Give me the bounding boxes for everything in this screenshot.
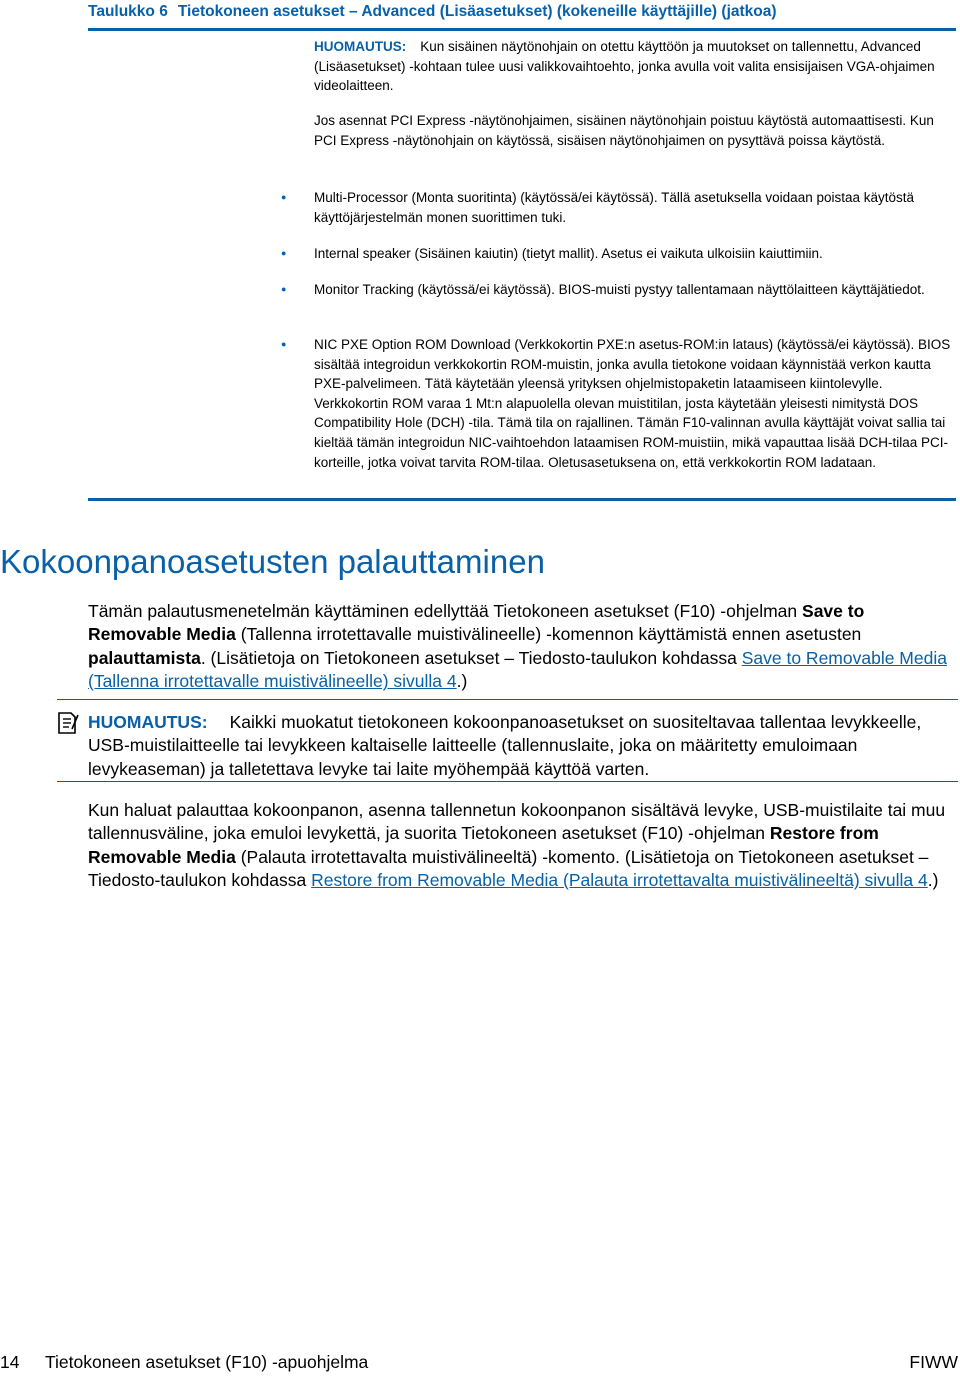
table-footer-rule — [88, 498, 956, 501]
note-text: Kaikki muokatut tietokoneen kokoonpanoasetukset on suositeltavaa tallentaa levykkeelle, USB-muistilaitteelle tai levykkeen kaltaiselle laitteelle (tallennuslaite, joka on määritetty emuloimaan levykeaseman) ja talletettava levyke tai laite myöhempää käyttöä varten. — [88, 712, 922, 779]
text-run: Tämän palautusmenetelmän käyttäminen edellyttää Tietokoneen asetukset (F10) -ohjelman — [88, 601, 803, 621]
bullet-marker: ● — [281, 284, 287, 294]
text-run: . (Lisätietoja on Tietokoneen asetukset – Tiedosto-taulukon kohdassa — [200, 647, 742, 668]
section-paragraph-1 — [88, 600, 958, 694]
command-name: Save to Removable Media — [88, 601, 865, 645]
cross-reference-link[interactable]: Restore from Removable Media (Palauta irrotettavalta muistivälineeltä) sivulla 4 — [311, 870, 928, 891]
bullet-marker: ● — [281, 339, 287, 349]
footer-doc-code: FIWW — [909, 1352, 958, 1372]
table-bullet-item: Internal speaker (Sisäinen kaiutin) (tietyt mallit). Asetus ei vaikuta ulkoisiin kaiuttimiin. — [314, 246, 823, 261]
text-run: .) — [927, 870, 939, 891]
table-bullet-item: Multi-Processor (Monta suoritinta) (käytössä/ei käytössä). Tällä asetuksella voidaan poistaa käytöstä käyttöjärjestelmän monen suorittimen tuki. — [314, 190, 915, 225]
bullet-marker: ● — [281, 192, 287, 202]
text-run: .) — [456, 671, 468, 692]
section-paragraph-2 — [88, 799, 958, 893]
table-header-rule — [88, 28, 956, 31]
table-note-text: Kun sisäinen näytönohjain on otettu käyttöön ja muutokset on tallennettu, Advanced (Lisäasetukset) -kohtaan tulee uusi valikkovaihtoehto, jonka avulla voit valita ensisijaisen VGA-ohjaimen videolaitteen. — [314, 39, 935, 94]
table-bullet-item: Monitor Tracking (käytössä/ei käytössä). BIOS-muisti pystyy tallentamaan näyttölaitteen käyttäjätiedot. — [314, 282, 925, 297]
text-run: (Palauta irrotettavalta muistivälineeltä) -komento. (Lisätietoja on Tietokoneen asetukset – Tiedosto-taulukon kohdassa — [88, 846, 929, 891]
table-note-label: HUOMAUTUS: — [314, 39, 407, 54]
footer-page-number: 14 — [0, 1352, 20, 1372]
table-caption-title: Tietokoneen asetukset – Advanced (Lisäasetukset) (kokeneille käyttäjille) (jatkoa) — [177, 3, 777, 20]
section-note — [88, 711, 958, 781]
table-paragraph: Jos asennat PCI Express -näytönohjaimen, sisäinen näytönohjain poistuu käytöstä automaattisesti. Kun PCI Express -näytönohjain on käytössä, sisäisen näytönohjaimen on pysyttävä poissa käytöstä. — [314, 113, 934, 148]
text-run: Kun haluat palauttaa kokoonpanon, asenna tallennetun kokoonpanon sisältävä levyke, USB-muistilaite tai muu tallennusväline, joka emuloi levykettä, ja suorita Tietokoneen asetukset (F10) -ohjelman — [88, 800, 946, 844]
bullet-marker: ● — [281, 248, 287, 258]
note-icon — [57, 711, 79, 735]
section-heading: Kokoonpanoasetusten palauttaminen — [0, 543, 545, 580]
note-bottom-rule — [57, 781, 958, 782]
table-caption-label: Taulukko 6 — [88, 3, 168, 20]
bold-term: palauttamista — [88, 647, 201, 668]
note-label: HUOMAUTUS: — [88, 712, 208, 732]
table-note — [314, 37, 956, 96]
cross-reference-link[interactable]: Save to Removable Media (Tallenna irrotettavalle muistivälineelle) sivulla 4 — [88, 647, 947, 692]
table-bullet-item: NIC PXE Option ROM Download (Verkkokortin PXE:n asetus-ROM:in lataus) (käytössä/ei käytössä). BIOS sisältää integroidun verkkokortin ROM-muistin, jonka avulla tietokone voidaan käynnistää verkon kautta PXE-palvelimeen. Tätä käytetään yleensä yrityksen ohjelmistopaketin lataamiseen kiintolevylle. Verkkokortin ROM varaa 1 Mt:n alapuolella olevan muistitilan, josta käytetään yleisesti nimitystä DOS Compatibility Hole (DCH) -tila. Tämä tila on rajallinen. Tämän F10-valinnan avulla käyttäjät voivat sallia tai kieltää tämän integroidun NIC-vaihtoehdon lataamisen ROM-muistiin, mikä vapauttaa lisää DCH-tilaa PCI-korteille, jotka voivat tarvita ROM-tilaa. Oletusasetuksena on, että verkkokortin ROM ladataan. — [314, 337, 951, 470]
note-top-rule — [57, 699, 958, 700]
footer-chapter-title: Tietokoneen asetukset (F10) -apuohjelma — [45, 1352, 369, 1372]
text-run: (Tallenna irrotettavalle muistivälineelle) -komennon käyttämistä ennen asetusten — [235, 624, 862, 645]
table-caption — [88, 3, 777, 21]
command-name: Restore from Removable Media — [88, 823, 879, 867]
